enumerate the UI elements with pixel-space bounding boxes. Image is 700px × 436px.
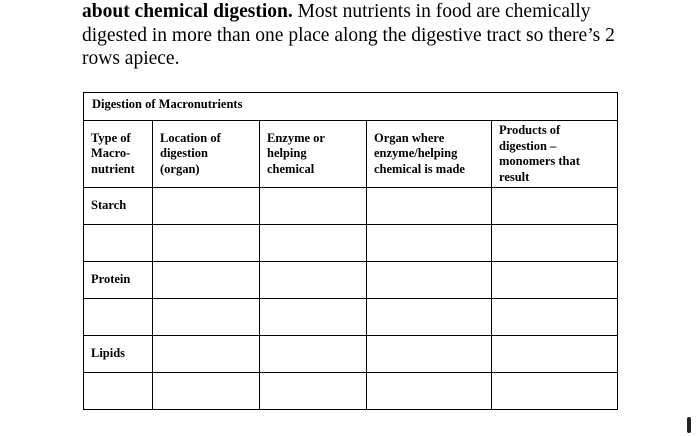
table-cell[interactable]: [367, 373, 492, 410]
table-cell[interactable]: [492, 225, 618, 262]
table-cell[interactable]: [260, 373, 367, 410]
table-cell[interactable]: [367, 299, 492, 336]
row-label-blank: [84, 299, 153, 336]
table-title-row: [84, 93, 618, 121]
table-cell[interactable]: [260, 336, 367, 373]
table-row: [84, 336, 618, 373]
table-cell[interactable]: [260, 299, 367, 336]
table-cell[interactable]: [153, 188, 260, 225]
table-header-row: [84, 121, 618, 188]
row-label-starch: Starch: [84, 188, 153, 225]
header-enzyme: Enzyme or helping chemical: [260, 121, 367, 188]
table-cell[interactable]: [492, 299, 618, 336]
intro-text: Most nutrients in food are chemically digested in more than one place along the digestive tract so there’s 2 rows apiece.: [82, 1, 615, 69]
row-label-lipids: Lipids: [84, 336, 153, 373]
header-products-of-digestion: Products of digestion – monomers that result: [492, 121, 618, 188]
row-label-blank: [84, 225, 153, 262]
table-row: [84, 188, 618, 225]
row-label-blank: [84, 373, 153, 410]
table-cell[interactable]: [153, 336, 260, 373]
intro-paragraph: [82, 0, 642, 71]
table-cell[interactable]: [367, 225, 492, 262]
table-cell[interactable]: [492, 188, 618, 225]
table-cell[interactable]: [153, 373, 260, 410]
table-cell[interactable]: [492, 373, 618, 410]
table-cell[interactable]: [492, 262, 618, 299]
table-cell[interactable]: [367, 262, 492, 299]
header-location-of-digestion: Location of digestion (organ): [153, 121, 260, 188]
table-row: [84, 373, 618, 410]
table-title: Digestion of Macronutrients: [84, 93, 618, 121]
table-cell[interactable]: [153, 262, 260, 299]
row-label-protein: Protein: [84, 262, 153, 299]
macronutrient-table-container: [83, 92, 618, 410]
table-cell[interactable]: [260, 262, 367, 299]
table-cell[interactable]: [260, 188, 367, 225]
table-row: [84, 225, 618, 262]
header-type-of-macronutrient: Type of Macro- nutrient: [84, 121, 153, 188]
macronutrient-table: [83, 92, 618, 410]
table-row: [84, 299, 618, 336]
intro-lead: about chemical digestion.: [82, 1, 293, 22]
table-cell[interactable]: [367, 188, 492, 225]
table-cell[interactable]: [367, 336, 492, 373]
table-row: [84, 262, 618, 299]
table-cell[interactable]: [153, 299, 260, 336]
table-cell[interactable]: [492, 336, 618, 373]
table-cell[interactable]: [153, 225, 260, 262]
scroll-indicator[interactable]: [687, 417, 691, 433]
table-cell[interactable]: [260, 225, 367, 262]
header-organ-where-made: Organ where enzyme/helping chemical is made: [367, 121, 492, 188]
